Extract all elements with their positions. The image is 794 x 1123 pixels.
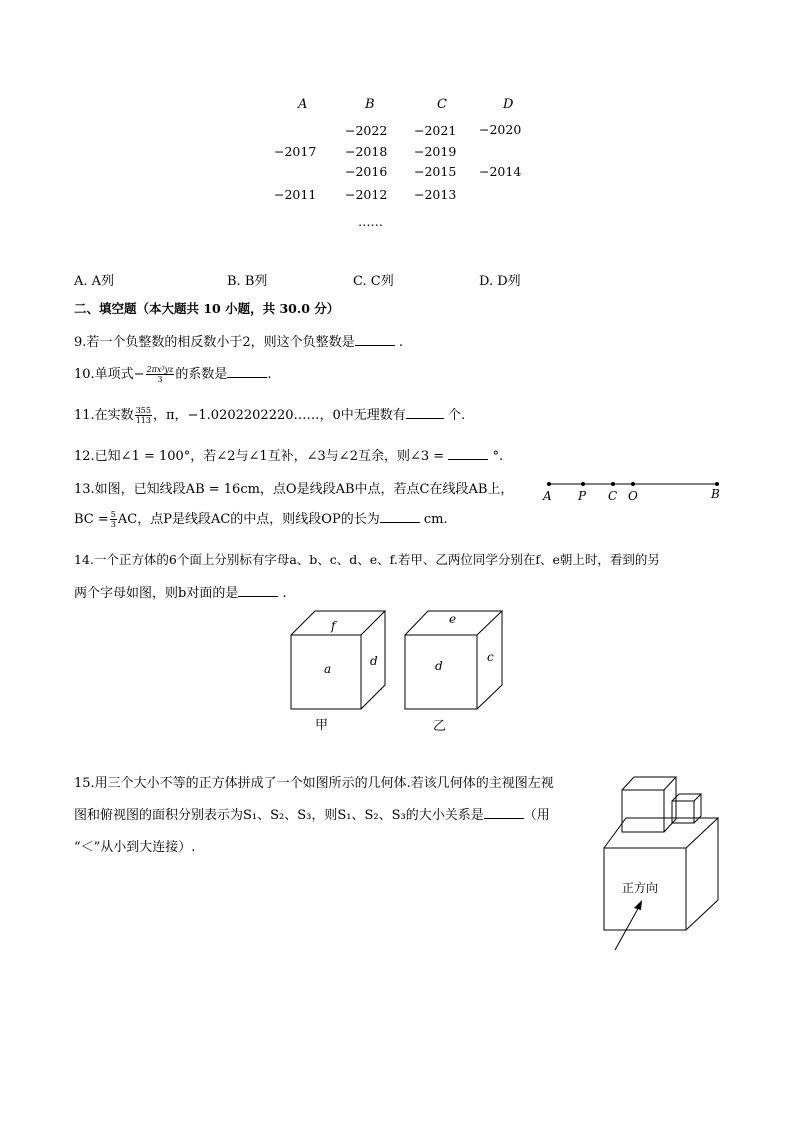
big-cube (604, 818, 718, 930)
question-11-post: ，π，−1.0202202220……，0中无理数有 (152, 408, 406, 423)
table-cell: −2015 (414, 164, 457, 179)
point-label-o: O (628, 489, 638, 503)
point-a (547, 482, 551, 486)
section-heading: 二、填空题（本大题共 10 小题，共 30.0 分） (74, 301, 340, 316)
question-11 (74, 404, 465, 425)
table-cell: −2021 (414, 123, 457, 138)
medium-cube (622, 777, 676, 832)
table-cell: −2022 (345, 123, 388, 138)
question-13-post: AC，点P是线段AC的中点，则线段OP的长为 (117, 512, 380, 527)
cube2-caption: 乙 (433, 719, 447, 734)
point-label-b: B (711, 487, 720, 501)
answer-blank (355, 333, 395, 346)
option-c: C. C列 (353, 274, 394, 289)
question-13-bc: BC = (74, 512, 109, 527)
answer-blank (484, 806, 524, 819)
question-13-line1: 13.如图，已知线段AB = 16cm，点O是线段AB中点，若点C在线段AB上， (74, 482, 514, 497)
question-9-text: 9.若一个负整数的相反数小于2，则这个负整数是 (74, 335, 355, 350)
question-15-line1: 15.用三个大小不等的正方体拼成了一个如图所示的几何体.若该几何体的主视图左视 (74, 776, 554, 791)
fraction (135, 406, 152, 425)
question-14-text: 两个字母如图，则b对面的是 (74, 586, 239, 601)
fraction-denominator: 113 (135, 416, 151, 425)
column-header-d: D (503, 97, 514, 112)
answer-blank (380, 510, 420, 523)
cube1-front-label: a (324, 662, 332, 676)
arrow-head-icon (634, 900, 642, 910)
table-cell: −2016 (345, 164, 388, 179)
cube1-caption: 甲 (315, 718, 329, 733)
fraction-numerator: 2πx³yz (146, 365, 174, 374)
fraction-numerator: 5 (110, 510, 116, 519)
table-cell: −2019 (414, 144, 457, 159)
direction-label: 正方向 (622, 881, 659, 895)
question-10-end: . (267, 367, 272, 382)
question-13-end: cm. (423, 512, 448, 527)
fraction (110, 510, 117, 529)
point-c (611, 482, 615, 486)
option-d: D. D列 (479, 274, 521, 289)
column-header-a: A (298, 97, 308, 112)
question-15-line2 (74, 804, 550, 823)
point-label-p: P (578, 489, 587, 503)
table-cell: −2012 (345, 187, 388, 202)
table-ellipsis: …… (358, 214, 383, 229)
column-header-c: C (437, 97, 447, 112)
table-cell: −2017 (274, 144, 317, 159)
question-14-end: . (282, 586, 287, 601)
option-b: B. B列 (227, 274, 268, 289)
point-label-c: C (608, 489, 618, 503)
cube2-top-label: e (449, 612, 457, 626)
table-cell: −2020 (479, 122, 522, 137)
stacked-cubes-figure (598, 770, 728, 955)
question-15-line3: “＜”从小到大连接）. (74, 840, 196, 855)
table-cell: −2014 (479, 164, 522, 179)
table-cell: −2018 (345, 144, 388, 159)
question-9 (74, 331, 403, 350)
point-o (631, 482, 635, 486)
question-11-pre: 11.在实数 (74, 408, 134, 423)
option-a: A. A列 (74, 274, 115, 289)
answer-blank (238, 584, 278, 597)
question-10 (74, 363, 272, 384)
point-b (715, 482, 719, 486)
question-15-text: 图和俯视图的面积分别表示为S₁、S₂、S₃，则S₁、S₂、S₃的大小关系是 (74, 808, 484, 823)
arrow-line (615, 905, 640, 950)
point-p (581, 482, 585, 486)
question-12-text: 12.已知∠1 = 100°，若∠2与∠1互补，∠3与∠2互余，则∠3 = (74, 449, 445, 464)
question-11-end: 个. (447, 408, 466, 423)
cube1-top-label: f (331, 619, 336, 633)
answer-blank (448, 447, 488, 460)
question-12 (74, 445, 503, 464)
question-9-end: . (398, 335, 403, 350)
cube1-right-label: d (370, 654, 378, 668)
table-cell: −2013 (414, 187, 457, 202)
answer-blank (406, 406, 444, 419)
answer-blank (227, 365, 267, 378)
question-13-line2 (74, 508, 448, 529)
fraction-denominator: 3 (110, 520, 116, 529)
question-12-end: °. (492, 449, 504, 464)
fraction (146, 365, 175, 384)
question-10-post: 的系数是 (175, 367, 228, 382)
fraction-numerator: 355 (135, 406, 151, 415)
question-14-line1: 14.一个正方体的6个面上分别标有字母a、b、c、d、e、f.若甲、乙两位同学分别在f、e朝上时，看到的另 (74, 552, 660, 567)
cube2-right-label: c (487, 650, 494, 664)
cube2-front-label: d (435, 659, 443, 673)
question-15-end: （用 (523, 808, 550, 823)
table-cell: −2011 (274, 187, 317, 202)
question-14-line2 (74, 582, 287, 601)
column-header-b: B (365, 97, 375, 112)
question-10-pre: 10.单项式− (74, 367, 145, 382)
fraction-denominator: 3 (157, 375, 163, 384)
point-label-a: A (543, 489, 552, 503)
